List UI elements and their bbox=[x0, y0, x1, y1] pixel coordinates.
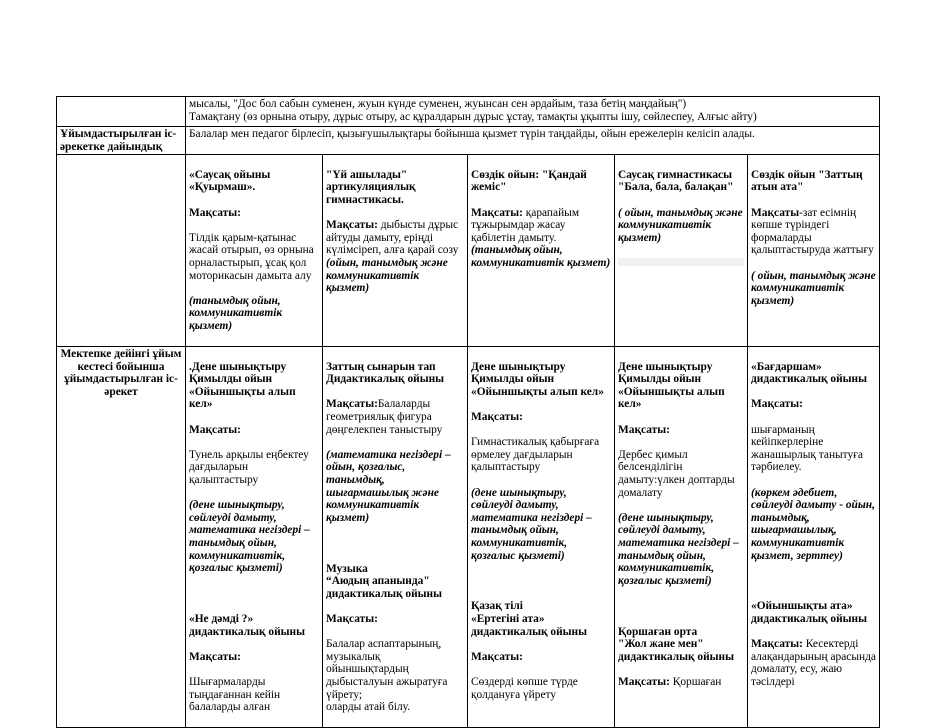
goal-paragraph-2 bbox=[618, 676, 744, 689]
goal-text-2: Кесектерді алақандарының арасында домалату, есу, жаю тәсілдері bbox=[751, 638, 876, 688]
activity-tag: (дене шынықтыру, сөйлеуді дамыту, математика негіздері – танымдық ойын, коммуникативтік, қозғалыс қызметі) bbox=[189, 499, 310, 575]
goal-text: Тунель арқылы еңбектеу дағдыларын қалыптастыру bbox=[189, 448, 309, 487]
goal-text: шығарманың кейіпкерлеріне жанашырлық танытуға тәрбиелеу. bbox=[751, 423, 863, 474]
game-title: «Саусақ ойыны «Қуырмаш». bbox=[189, 168, 271, 194]
game-cell-mon bbox=[186, 155, 323, 347]
hygiene-line-1: мысалы, "Дос бол сабын суменен, жуын күнде суменен, жуынсан сен әрдайым, таза бетің маңдайың") bbox=[189, 98, 687, 110]
goal-text-2: Шығармаларды тыңдағаннан кейін балаларды алған bbox=[189, 675, 281, 714]
game-title: Сөздік ойын "Заттың атын ата" bbox=[751, 168, 863, 194]
goal-paragraph bbox=[326, 219, 464, 295]
activity-title: «Бағдаршам» дидактикалық ойыны bbox=[751, 360, 867, 386]
activity-cell-fri bbox=[748, 347, 880, 728]
daily-plan-table bbox=[56, 96, 880, 728]
goal-label: Мақсаты: bbox=[471, 206, 523, 219]
activity-tag: (көркем әдебиет, сөйлеуді дамыту - ойын, танымдық, шығармашылық, коммуникативтік қызмет, зерттеу) bbox=[751, 486, 875, 562]
goal-label: Мақсаты: bbox=[326, 219, 378, 232]
table-row-preparation bbox=[57, 127, 880, 155]
game-title: Саусақ гимнастикасы "Бала, бала, балақан" bbox=[618, 168, 734, 194]
activity-title-2: Музыка “Аюдың апанында" дидактикалық ойыны bbox=[326, 562, 442, 600]
goal-paragraph bbox=[751, 207, 876, 257]
activity-tag: ( ойын, танымдық және коммуникативтік қызмет) bbox=[618, 206, 743, 244]
goal-paragraph-2 bbox=[751, 638, 876, 688]
goal-label: Мақсаты: bbox=[326, 398, 378, 411]
goal-text: Дербес қимыл белсенділігін дамыту:үлкен доптарды домалату bbox=[618, 448, 735, 499]
hygiene-line-2: Тамақтану (өз орнына отыру, дұрыс отыру, ас құралдарын дұрыс ұстау, тамақты ұқыпты ішу, сөйлеспеу, Алғыс айту) bbox=[189, 110, 757, 123]
table-row-morning-games bbox=[57, 155, 880, 347]
game-cell-fri bbox=[748, 155, 880, 347]
activity-tag: (ойын, танымдық және коммуникативтік қызмет) bbox=[326, 256, 448, 295]
activity-cell-tue bbox=[323, 347, 468, 728]
goal-label: Мақсаты: bbox=[189, 423, 241, 436]
activity-title-2: «Не дәмді ?» дидактикалық ойыны bbox=[189, 612, 305, 638]
activity-tag: (дене шынықтыру, сөйлеуді дамыту, математика негіздері – танымдық ойын, коммуникативтік, қозғалыс қызметі) bbox=[471, 486, 592, 562]
goal-text-2: Балалар аспаптарының, музыкалық ойыншықтардың дыбысталуын ажыратуға үйрету; оларды атай білу. bbox=[326, 638, 448, 714]
activity-cell-mon bbox=[186, 347, 323, 728]
activity-title: Дене шынықтыру Қимылды ойын «Ойыншықты алып кел» bbox=[618, 360, 725, 411]
goal-text-2: Қоршаған bbox=[669, 675, 722, 688]
goal-text: Гимнастикалық қабырғаға өрмелеу дағдыларын қалыптастыру bbox=[471, 436, 600, 474]
row3-label-cell bbox=[57, 155, 186, 347]
goal-text: қарапайым тұжырымдар жасау қабілетін дамыту. bbox=[471, 206, 580, 244]
goal-text: Тілдік қарым-қатынас жасай отырып, өз орнына орналастырып, ұсақ қол моторикасын дамыта алу bbox=[189, 231, 314, 282]
goal-paragraph bbox=[471, 207, 611, 270]
hygiene-text bbox=[186, 97, 880, 127]
game-cell-tue bbox=[323, 155, 468, 347]
game-cell-wed bbox=[468, 155, 615, 347]
activity-cell-thu bbox=[615, 347, 748, 728]
activity-tag: (танымдық ойын, коммуникативтік қызмет) bbox=[189, 294, 283, 332]
goal-label: Мақсаты: bbox=[751, 398, 803, 411]
goal-label-2: Мақсаты: bbox=[751, 638, 803, 651]
activity-title: Дене шынықтыру Қимылды ойын «Ойыншықты алып кел» bbox=[471, 360, 604, 398]
goal-label-2: Мақсаты: bbox=[189, 650, 241, 663]
row-label-organized-activity: Мектепке дейінгі ұйым кестесі бойынша ұйымдастырылған іс-әрекет bbox=[57, 347, 186, 728]
goal-label: Мақсаты bbox=[751, 206, 800, 219]
goal-label: Мақсаты: bbox=[618, 423, 670, 436]
activity-title: Заттың сынарын тап Дидактикалық ойыны bbox=[326, 360, 445, 386]
activity-title: .Дене шынықтыру Қимылды ойын «Ойыншықты алып кел» bbox=[189, 360, 296, 411]
goal-text: Балаларды геометриялық фигура дөңгелекпен таныстыру bbox=[326, 398, 443, 436]
activity-title-2: Қазақ тілі «Ертегіні ата» дидактикалық ойыны bbox=[471, 600, 587, 638]
shaded-strip bbox=[618, 258, 744, 266]
activity-title-2: «Ойыншықты ата» дидактикалық ойыны bbox=[751, 600, 867, 625]
row-label-preparation: Ұйымдастырылған іс-әрекетке дайындық bbox=[57, 127, 186, 155]
game-title: Сөздік ойын: "Қандай жеміс" bbox=[471, 168, 587, 194]
goal-label-2: Мақсаты: bbox=[326, 612, 378, 625]
goal-label: Мақсаты: bbox=[189, 206, 241, 219]
goal-label: Мақсаты: bbox=[471, 411, 523, 424]
preparation-text: Балалар мен педагог бірлесіп, қызығушылықтары бойынша қызмет түрін таңдайды, ойын ережелерін келісіп алады. bbox=[186, 127, 880, 155]
activity-tag: (танымдық ойын, коммуникативтік қызмет) bbox=[471, 244, 611, 269]
activity-tag: ( ойын, танымдық және коммуникативтік қызмет) bbox=[751, 269, 876, 307]
goal-paragraph bbox=[326, 398, 464, 436]
activity-title-2: Қоршаған орта "Жол жане мен" дидактикалық ойыны bbox=[618, 625, 734, 663]
table-row-hygiene bbox=[57, 97, 880, 127]
table-row-organized-activity bbox=[57, 347, 880, 728]
game-title: "Үй ашылады" артикуляциялық гимнастикасы. bbox=[326, 168, 416, 206]
goal-text: -зат есімнің көпше түріндегі формаларды қалыптастыруда жаттығу bbox=[751, 206, 874, 257]
goal-text-2: Сөздерді көпше түрде қолдануға үйрету bbox=[471, 675, 578, 701]
goal-text: дыбысты дұрыс айтуды дамыту, еріңді күлімсіреп, алға қарай созу bbox=[326, 219, 459, 257]
activity-tag: (дене шынықтыру, сөйлеуді дамыту, математика негіздері – танымдық ойын, коммуникативтік, қозғалыс қызметі) bbox=[618, 511, 739, 587]
row-label-empty bbox=[57, 97, 186, 127]
activity-tag: (математика негіздері – ойын, қозғалыс, танымдық, шығармашылық және коммуникативтік қызмет) bbox=[326, 448, 451, 524]
game-cell-thu bbox=[615, 155, 748, 347]
goal-label-2: Мақсаты: bbox=[618, 675, 670, 688]
goal-label-2: Мақсаты: bbox=[471, 650, 523, 663]
activity-cell-wed bbox=[468, 347, 615, 728]
